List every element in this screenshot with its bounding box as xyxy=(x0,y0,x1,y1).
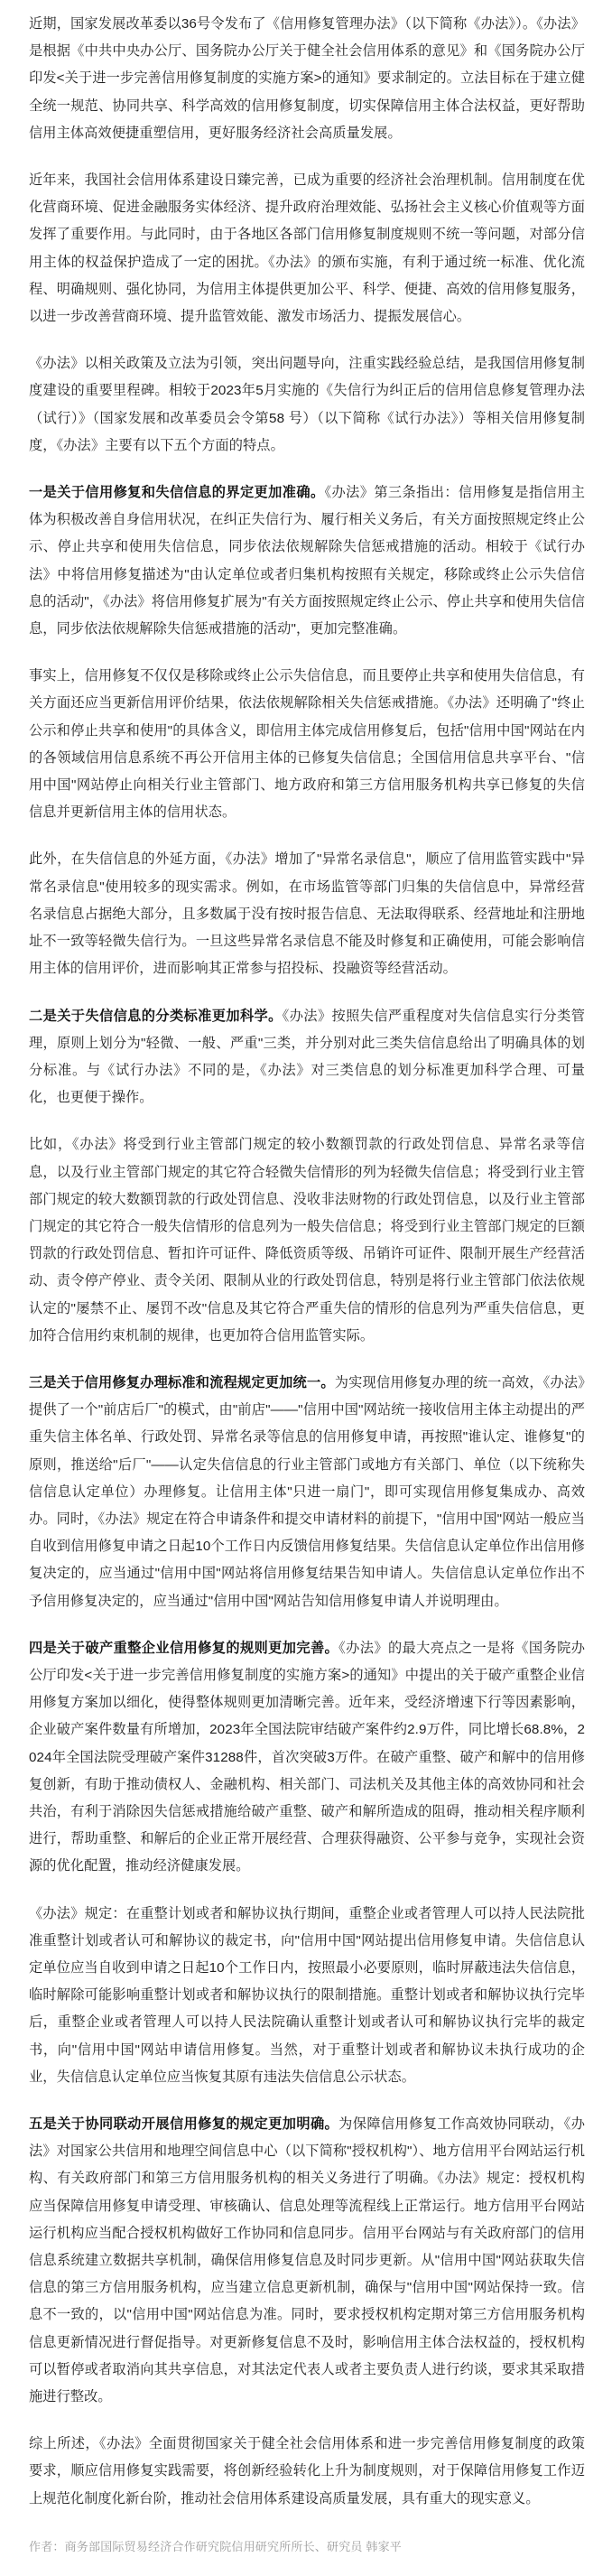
section-heading-run: 二是关于失信信息的分类标准更加科学。 xyxy=(29,1008,283,1024)
paragraph-point-4-b xyxy=(29,1901,585,2091)
paragraph-conclusion xyxy=(29,2431,585,2513)
paragraph-point-5 xyxy=(29,2111,585,2411)
paragraph-point-1-b xyxy=(29,663,585,826)
section-heading-run: 三是关于信用修复办理标准和流程规定更加统一。 xyxy=(29,1374,335,1390)
paragraph-text-run: 近年来，我国社会信用体系建设日臻完善，已成为重要的经济社会治理机制。信用制度在优化营商环境、促进金融服务实体经济、提升政府治理效能、弘扬社会主义核心价值观等方面发挥了重要作用。与此同时，由于各地区各部门信用修复制度规则不统一等问题，对部分信用主体的权益保护造成了一定的困扰。《办法》的颁布实施，有利于通过统一标准、优化流程、明确规则、强化协同，为信用主体提供更加公平、科学、便捷、高效的信用修复服务，以进一步改善营商环境、提升监管效能、激发市场活力、提振发展信心。 xyxy=(29,172,585,325)
paragraph-intro-3 xyxy=(29,350,585,460)
paragraph-text-run: 《办法》的最大亮点之一是将《国务院办公厅印发<关于进一步完善信用修复制度的实施方案>的通知》中提出的关于破产重整企业信用修复方案加以细化，使得整体规则更加清晰完善。近年来，受经济增速下行等因素影响，企业破产案件数量有所增加，2023年全国法院审结破产案件约2.9万件，同比增长68.8%，2024年全国法院受理破产案件31288件，首次突破3万件。在破产重整、破产和解中的信用修复创新，有助于推动债权人、金融机构、相关部门、司法机关及其他主体的高效协同和社会共治，有利于消除因失信惩戒措施给破产重整、破产和解所造成的阻碍，推动相关程序顺利进行，帮助重整、和解后的企业正常开展经营、合理获得融资、公平参与竞争，实现社会资源的优化配置，推动经济健康发展。 xyxy=(29,1640,586,1874)
paragraph-text-run: 此外，在失信信息的外延方面，《办法》增加了"异常名录信息"，顺应了信用监管实践中"异常名录信息"使用较多的现实需求。例如，在市场监管等部门归集的失信信息中，异常经营名录信息占据绝大部分，且多数属于没有按时报告信息、无法取得联系、经营地址和注册地址不一致等轻微失信行为。一旦这些异常名录信息不能及时修复和正确使用，可能会影响信用主体的信用评价，进而影响其正常参与招投标、投融资等经营活动。 xyxy=(29,851,585,977)
section-heading-run: 四是关于破产重整企业信用修复的规则更加完善。 xyxy=(29,1640,339,1656)
paragraph-text-run: 《办法》规定：在重整计划或者和解协议执行期间，重整企业或者管理人可以持人民法院批准重整计划或者认可和解协议的裁定书，向"信用中国"网站提出信用修复申请。失信信息认定单位应当自收到申请之日起10个工作日内，按照最小必要原则，临时屏蔽违法失信信息，临时解除可能影响重整计划或者和解协议执行的限制措施。重整计划或者和解协议执行完毕后，重整企业或者管理人可以持人民法院确认重整计划或者认可和解协议执行完毕的裁定书，向"信用中国"网站申请信用修复。当然，对于重整计划或者和解协议未执行成功的企业，失信信息认定单位应当恢复其原有违法失信信息公示状态。 xyxy=(29,1905,585,2085)
paragraph-point-4 xyxy=(29,1635,585,1881)
paragraph-point-3 xyxy=(29,1370,585,1615)
paragraph-point-1-c xyxy=(29,846,585,982)
paragraph-intro-1 xyxy=(29,11,585,147)
section-heading-run: 五是关于协同联动开展信用修复的规定更加明确。 xyxy=(29,2116,339,2133)
paragraph-text-run: 为保障信用修复工作高效协同联动，《办法》对国家公共信用和地理空间信息中心（以下简称"授权机构"）、地方信用平台网站运行机构、有关政府部门和第三方信用服务机构的相关义务进行了明确。《办法》规定：授权机构应当保障信用修复申请受理、审核确认、信息处理等流程线上正常运行。地方信用平台网站运行机构应当配合授权机构做好工作协同和信息同步。信用平台网站与有关政府部门的信用信息系统建立数据共享机制，确保信用修复信息及时同步更新。从"信用中国"网站获取失信信息的第三方信用服务机构，应当建立信息更新机制，确保与"信用中国"网站保持一致。信息不一致的，以"信用中国"网站信息为准。同时，要求授权机构定期对第三方信用服务机构信息更新情况进行督促指导。对更新修复信息不及时，影响信用主体合法权益的，授权机构可以暂停或者取消向其共享信息，对其法定代表人或者主要负责人进行约谈，要求其采取措施进行整改。 xyxy=(29,2116,586,2405)
paragraph-point-2 xyxy=(29,1003,585,1112)
paragraph-point-1 xyxy=(29,479,585,643)
paragraph-intro-2 xyxy=(29,167,585,330)
paragraph-text-run: 近期，国家发展改革委以36号令发布了《信用修复管理办法》（以下简称《办法》）。《办法》是根据《中共中央办公厅、国务院办公厅关于健全社会信用体系的意见》和《国务院办公厅印发<关于进一步完善信用修复制度的实施方案>的通知》要求制定的。立法目标在于建立健全统一规范、协同共享、科学高效的信用修复制度，切实保障信用主体合法权益，更好帮助信用主体高效便捷重塑信用，更好服务经济社会高质量发展。 xyxy=(29,16,585,141)
paragraph-text-run: 事实上，信用修复不仅仅是移除或终止公示失信信息，而且要停止共享和使用失信信息，有关方面还应当更新信用评价结果，依法依规解除相关失信惩戒措施。《办法》还明确了"终止公示和停止共享和使用"的具体含义，即信用主体完成信用修复后，包括"信用中国"网站在内的各领域信用信息系统不再公开信用主体的已修复失信信息；全国信用信息共享平台、"信用中国"网站停止向相关行业主管部门、地方政府和第三方信用服务机构共享已修复的失信信息并更新信用主体的信用状态。 xyxy=(29,668,585,821)
paragraph-text-run: 《办法》第三条指出：信用修复是指信用主体为积极改善自身信用状况，在纠正失信行为、履行相关义务后，有关方面按照规定终止公示、停止共享和使用失信信息，同步依法依规解除失信惩戒措施的活动。相较于《试行办法》中将信用修复描述为"由认定单位或者归集机构按照有关规定，移除或终止公示失信信息的活动"，《办法》将信用修复扩展为"有关方面按照规定终止公示、停止共享和使用失信信息，同步依法依规解除失信惩戒措施的活动"，更加完整准确。 xyxy=(29,485,585,637)
paragraph-text-run: 比如，《办法》将受到行业主管部门规定的较小数额罚款的行政处罚信息、异常名录等信息，以及行业主管部门规定的其它符合轻微失信情形的列为轻微失信信息；将受到行业主管部门规定的较大数额罚款的行政处罚信息、没收非法财物的行政处罚信息，以及行业主管部门规定的其它符合一般失信情形的信息列为一般失信信息；将受到行业主管部门规定的巨额罚款的行政处罚信息、暂扣许可证件、降低资质等级、吊销许可证件、限制开展生产经营活动、责令停产停业、责令关闭、限制从业的行政处罚信息，特别是将行业主管部门依法依规认定的"屡禁不止、屡罚不改"信息及其它符合严重失信的情形的信息列为严重失信信息，更加符合信用约束机制的规律，也更加符合信用监管实际。 xyxy=(29,1137,585,1344)
section-heading-run: 一是关于信用修复和失信信息的界定更加准确。 xyxy=(29,485,325,501)
paragraph-text-run: 《办法》按照失信严重程度对失信信息实行分类管理，原则上划分为"轻微、一般、严重"三类，并分别对此三类失信信息给出了明确具体的划分标准。与《试行办法》不同的是，《办法》对三类信息的划分标准更加科学合理、可量化，也更便于操作。 xyxy=(29,1008,585,1106)
paragraph-point-2-b xyxy=(29,1131,585,1350)
paragraph-text-run: 《办法》以相关政策及立法为引领，突出问题导向，注重实践经验总结，是我国信用修复制度建设的重要里程碑。相较于2023年5月实施的《失信行为纠正后的信用信息修复管理办法（试行）》（国家发展和改革委员会令第58 号）（以下简称《试行办法》）等相关信用修复制度，《办法》主要有以下五个方面的特点。 xyxy=(29,356,585,453)
paragraph-list xyxy=(29,11,585,2513)
paragraph-text-run: 综上所述，《办法》全面贯彻国家关于健全社会信用体系和进一步完善信用修复制度的政策要求，顺应信用修复实践需要，将创新经验转化上升为制度规则，对于保障信用修复工作迈上规范化制度化新台阶，推动社会信用体系建设高质量发展，具有重大的现实意义。 xyxy=(29,2436,585,2506)
author-byline: 作者：商务部国际贸易经济合作研究院信用研究所所长、研究员 韩家平 xyxy=(29,2539,403,2553)
paragraph-text-run: 为实现信用修复办理的统一高效，《办法》提供了一个"前店后厂"的模式，由"前店"——"信用中国"网站统一接收信用主体主动提出的严重失信主体名单、行政处罚、异常名录等信息的信用修复申请，再按照"谁认定、谁修复"的原则，推送给"后厂"——认定失信信息的行业主管部门或地方有关部门、单位（以下统称失信信息认定单位）办理修复。让信用主体"只进一扇门"，即可实现信用修复集成办、高效办。同时，《办法》规定在符合申请条件和提交申请材料的前提下，"信用中国"网站一般应当自收到信用修复申请之日起10个工作日内反馈信用修复结果。失信信息认定单位作出信用修复决定的，应当通过"信用中国"网站将信用修复结果告知申请人。失信信息认定单位作出不予信用修复决定的，应当通过"信用中国"网站告知信用修复申请人并说明理由。 xyxy=(29,1374,585,1609)
